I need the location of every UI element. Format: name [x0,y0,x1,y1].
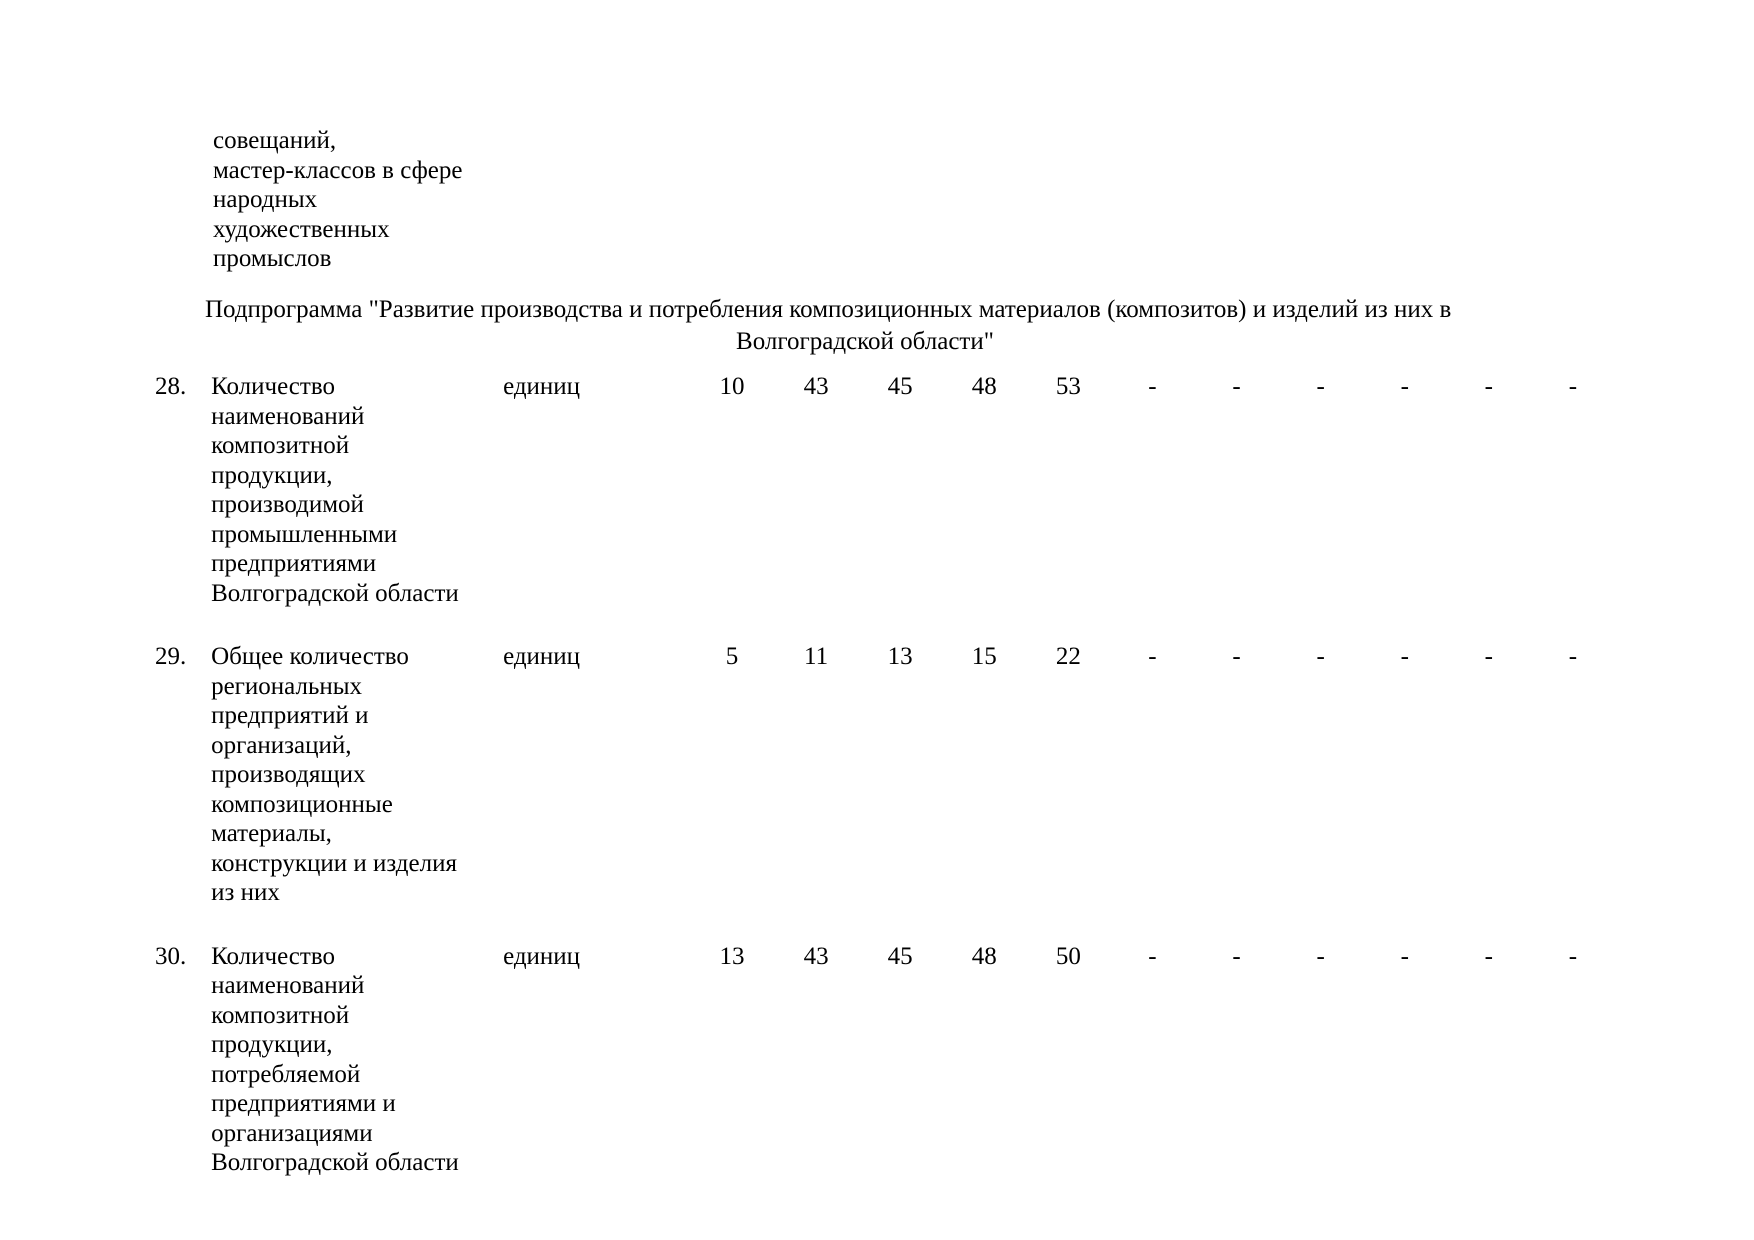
row-name-line: предприятиями и [211,1090,396,1117]
row-value: - [1148,373,1157,400]
row-name-line: из них [211,879,280,906]
row-value: - [1316,643,1325,670]
row-value: - [1400,643,1409,670]
row-value: - [1568,643,1578,670]
row-value: - [1232,643,1241,670]
row-value: - [1316,373,1325,400]
subprogram-heading [155,294,1575,358]
row-spacer [155,608,1615,642]
row-value: - [1568,373,1578,400]
row-name-line: продукции, [211,461,333,489]
row-number: 30. [155,942,187,970]
continued-paragraph [213,126,503,274]
row-name-line: наименований [211,972,365,999]
row-name-line: композиционные [211,790,393,818]
row-name-line: региональных [211,672,363,700]
continued-line: народных [213,186,318,213]
row-name-line: производящих [211,761,366,788]
row-name-line: наименований [211,402,365,430]
table-row [155,372,1615,608]
row-name-line: потребляемой [211,1060,361,1088]
row-name-line: промышленными [211,520,398,548]
row-value: 13 [887,643,913,670]
row-number: 29. [155,643,187,670]
row-spacer-cell [155,908,1615,942]
row-value: 10 [719,373,745,400]
row-name-line: композитной [211,1001,350,1029]
row-value: 11 [804,643,829,670]
row-name [211,372,503,608]
table-row [155,642,1615,908]
row-value: - [1148,942,1157,970]
row-name-line: материалы, [211,820,332,847]
row-value: 48 [971,942,997,970]
row-spacer [155,908,1615,942]
indicator-table [155,372,1615,1178]
row-name-line: предприятий и [211,702,369,729]
row-value: - [1232,942,1241,970]
row-spacer-cell [155,608,1615,642]
table-row [155,942,1615,1178]
row-name-line: Количество [211,942,335,970]
row-value: 45 [887,942,913,970]
row-value: - [1484,373,1493,400]
row-name-line: Общее количество [211,643,409,670]
row-name-line: продукции, [211,1031,333,1058]
row-value: 48 [971,373,997,400]
row-name [211,642,503,908]
row-value: - [1148,643,1157,670]
row-name-line: конструкции и изделия [211,849,457,877]
row-value: 50 [1055,942,1081,970]
row-name-line: производимой [211,491,364,518]
row-value: 15 [971,643,997,670]
row-unit: единиц [503,373,581,400]
subprogram-heading-line1: Подпрограмма "Развитие производства и потребления композиционных материалов (композитов) и изделий из них в [205,296,1452,323]
subprogram-heading-line2: Волгоградской области" [736,328,994,355]
continued-line: промыслов [213,245,332,272]
row-value: - [1484,942,1493,970]
row-value: 43 [803,373,829,400]
row-name-line: организаций, [211,731,352,759]
continued-line: мастер-классов в сфере [213,156,463,184]
row-value: - [1316,942,1325,970]
row-value: 5 [725,643,739,670]
continued-line: совещаний, [213,127,337,154]
row-value: - [1484,643,1493,670]
row-name-line: предприятиями [211,550,377,577]
row-name-line: Волгоградской области [211,1149,459,1176]
row-value: 45 [887,373,913,400]
row-unit: единиц [503,643,581,670]
row-value: 13 [719,942,745,970]
row-value: 43 [803,942,829,970]
row-number: 28. [155,373,187,400]
row-unit: единиц [503,942,581,970]
row-name [211,942,503,1178]
row-value: 53 [1055,373,1081,400]
row-value: - [1232,373,1241,400]
row-value: - [1400,942,1409,970]
row-name-line: композитной [211,432,350,459]
row-value: - [1568,942,1578,970]
row-name-line: организациями [211,1119,373,1147]
row-name-line: Волгоградской области [211,579,459,607]
row-name-line: Количество [211,373,335,400]
row-value: 22 [1055,643,1081,670]
row-value: - [1400,373,1409,400]
continued-line: художественных [213,215,390,243]
